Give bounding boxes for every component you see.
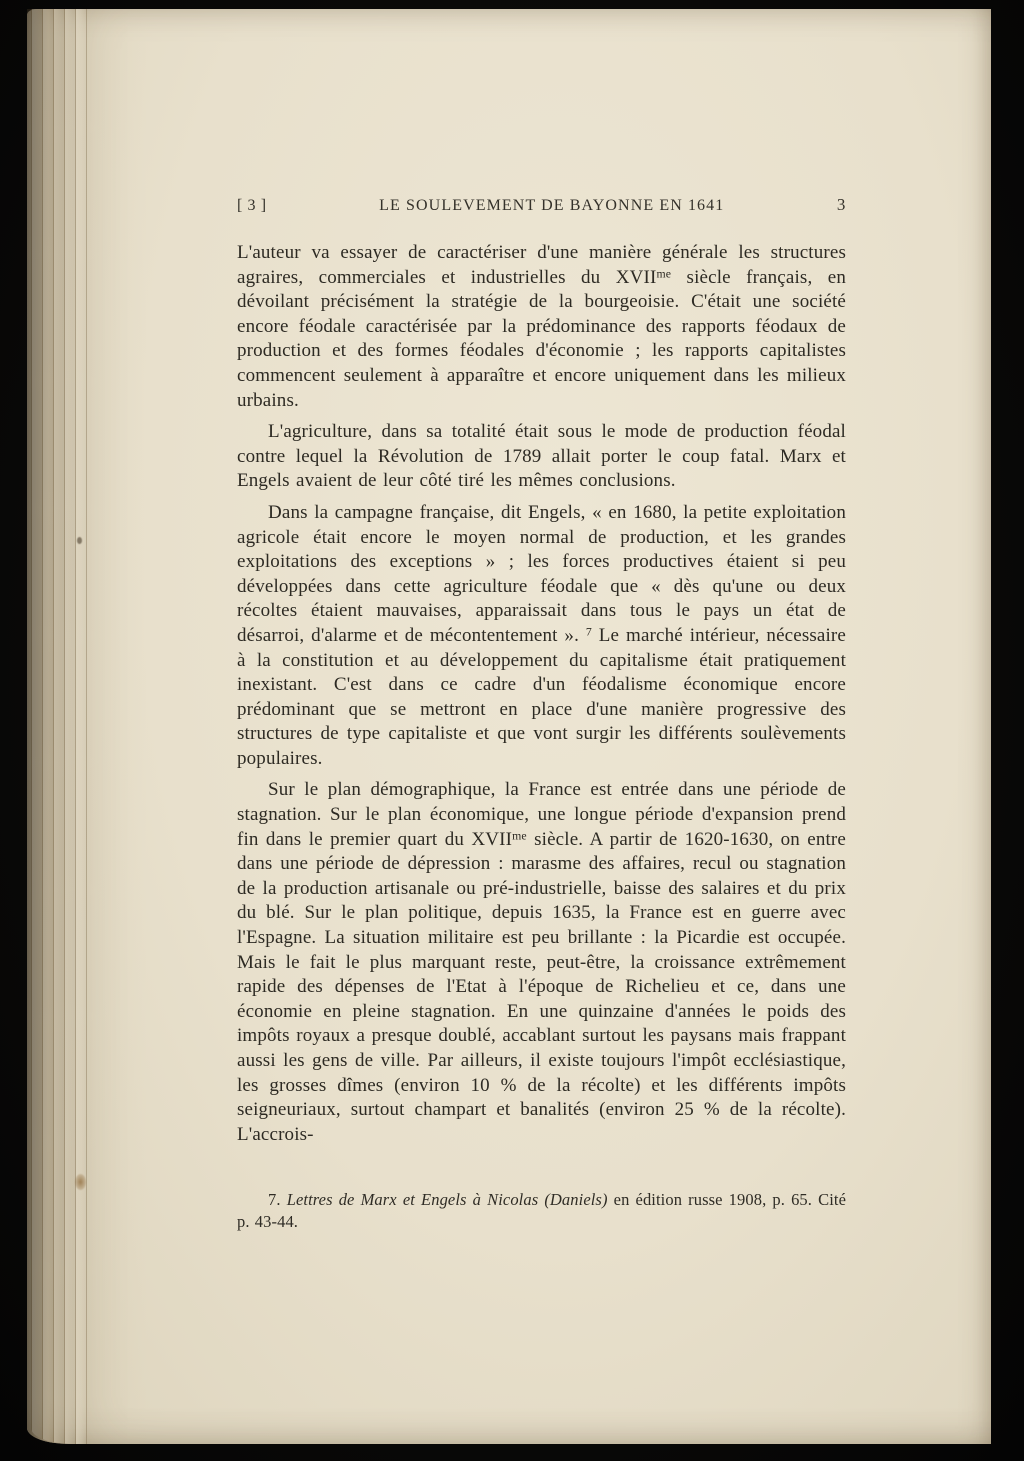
page-number: 3 [836,195,846,214]
page-content [27,9,991,1444]
footnote: 7. Lettres de Marx et Engels à Nicolas (Daniels) en édition russe 1908, p. 65. Cité p. 43-44. [237,1190,846,1232]
book-page [27,9,991,1444]
running-title: LE SOULEVEMENT DE BAYONNE EN 1641 [379,197,725,214]
paragraph-3: Dans la campagne française, dit Engels, « en 1680, la petite exploitation agricole était encore le moyen normal de production, et les grandes exploitations des exceptions » ; les forces productives étaient si peu développées dans cette agriculture féodale que « dès qu'une ou deux récoltes étaient mauvaises, apparaissait dans tous le pays un état de désarroi, d'alarme et de mécontentement ». $^7$ Le marché intérieur, nécessaire à la constitution et au développement du capitalisme était pratiquement inexistant. C'est dans ce cadre d'un féodalisme économique encore prédominant que se mettront en place d'une manière progressive des structures de type capitaliste et que vont surgir les différents soulèvements populaires. [237,501,846,769]
paragraph-2: L'agriculture, dans sa totalité était sous le mode de production féodal contre lequel la Révolution de 1789 allait porter le coup fatal. Marx et Engels avaient de leur côté tiré les mêmes conclusions. [237,421,846,492]
paragraph-4: Sur le plan démographique, la France est entrée dans une période de stagnation. Sur le plan économique, une longue période d'expansion prend fin dans le premier quart du $XVII^{me}$ siècle. A partir de 1620-1630, on entre dans une période de dépression : marasme des affaires, recul ou stagnation de la production artisanale ou pré-industrielle, baisse des salaires et du prix du blé. Sur le plan politique, depuis 1635, la France est en guerre avec l'Espagne. La situation militaire est peu brillante : la Picardie est occupée. Mais le fait le plus marquant reste, peut-être, la croissance extrêmement rapide des dépenses de l'Etat à l'époque de Richelieu et ce, dans une économie en pleine stagnation. En une quinzaine d'années le poids des impôts royaux a presque doublé, accablant surtout les paysans mais frappant aussi les gens de ville. Par ailleurs, il existe toujours l'impôt ecclésiastique, les grosses dîmes (environ 10 % de la récolte) et les différents impôts seigneuriaux, surtout champart et banalités (environ 25 % de la récolte). L'accrois- [237,779,846,1145]
article-reference-number: [ 3 ] [237,197,267,214]
body-text [237,241,846,1147]
paragraph-1: L'auteur va essayer de caractériser d'une manière générale les structures agraires, commerciales et industrielles du $XVII^{me}$ siècle français, en dévoilant précisément la stratégie de la bourgeoisie. C'était une société encore féodale caractérisée par la prédominance des rapports féodaux de production et des formes féodales d'économie ; les rapports capitalistes commencent seulement à apparaître et encore uniquement dans les milieux urbains. [237,242,846,411]
page-header [237,195,846,215]
